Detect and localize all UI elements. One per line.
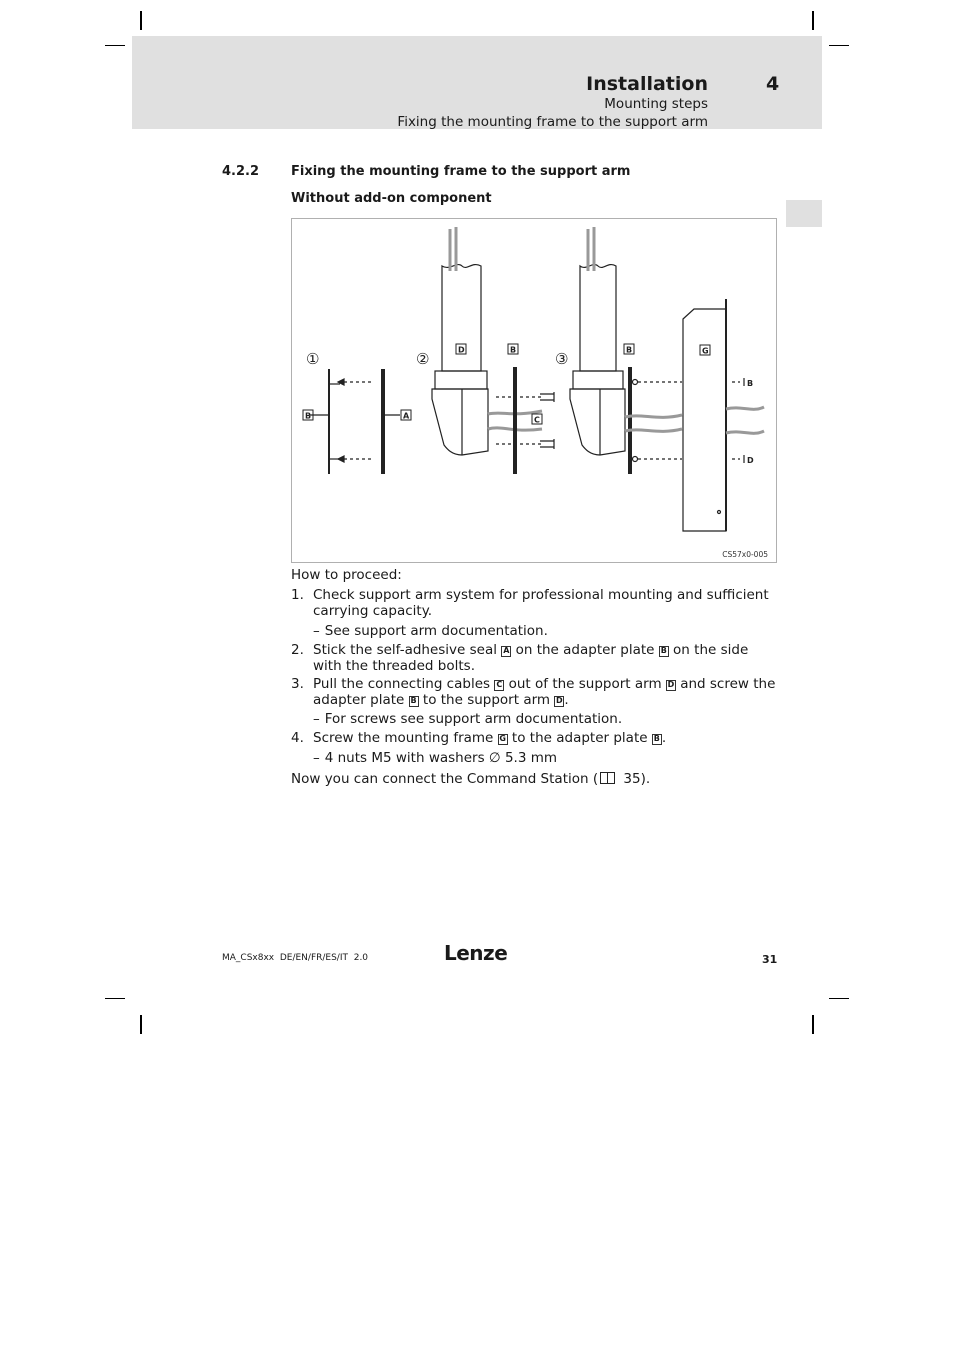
label-d: D [556, 696, 563, 705]
page-title: Installation [586, 73, 708, 95]
label-c: C [494, 680, 504, 691]
step-note: – 4 nuts M5 with washers ∅ 5.3 mm [313, 750, 557, 766]
chapter-number: 4 [766, 73, 780, 95]
page-number: 31 [762, 953, 778, 966]
label-d: D [747, 456, 754, 465]
label-a: A [503, 646, 510, 655]
crop-mark [829, 45, 849, 46]
step-marker-2: ② [416, 350, 430, 368]
label-b: B [747, 379, 754, 388]
step-number: 4. [291, 730, 304, 746]
step-number: 3. [291, 676, 304, 692]
step-text: Screw the mounting frame G to the adapter plate B . [313, 730, 667, 746]
crop-mark [812, 11, 814, 30]
label-b: B [305, 411, 312, 421]
mounting-drawing [292, 219, 778, 564]
step-text: Pull the connecting cables C out of the support arm D and screw the adapter plate B to the support arm D . [313, 676, 776, 708]
section-title: Fixing the mounting frame to the support arm [291, 164, 631, 179]
step-number: 1. [291, 587, 304, 603]
label-b: B [626, 345, 633, 355]
crop-mark [140, 1015, 142, 1034]
mounting-diagram [291, 218, 777, 563]
intro-text: How to proceed: [291, 567, 402, 583]
header-subtitle: Fixing the mounting frame to the support arm [397, 114, 708, 130]
subsection-title: Without add-on component [291, 191, 492, 206]
crop-mark [105, 45, 125, 46]
label-b: B [410, 696, 417, 705]
header-subtitle: Mounting steps [604, 96, 708, 112]
label-g: G [702, 346, 709, 356]
step-text: Stick the self-adhesive seal A on the adapter plate B on the side with the threaded bolts. [313, 642, 749, 674]
book-icon [600, 772, 615, 784]
figure-id: CS57x0-005 [722, 550, 768, 559]
label-d: D [458, 345, 465, 355]
lenze-logo: Lenze [444, 941, 508, 965]
label-a: A [403, 411, 410, 421]
step-text: Check support arm system for professional mounting and sufficient carrying capacity. [313, 587, 769, 619]
step-note: – For screws see support arm documentation. [313, 711, 622, 727]
crop-mark [105, 998, 125, 999]
document-id: MA_CSx8xx DE/EN/FR/ES/IT 2.0 [222, 953, 369, 963]
label-c: C [534, 415, 540, 425]
label-b: B [653, 734, 660, 743]
step-marker-1: ① [306, 350, 320, 368]
label-b: B [510, 345, 517, 355]
step-marker-3: ③ [555, 350, 569, 368]
outro-text: Now you can connect the Command Station ( 35). [291, 771, 651, 787]
crop-mark [140, 11, 142, 30]
step-note: – See support arm documentation. [313, 623, 548, 639]
crop-mark [812, 1015, 814, 1034]
page-reference[interactable]: 35 [623, 771, 641, 787]
label-g: G [499, 734, 506, 743]
section-number: 4.2.2 [222, 164, 260, 179]
label-b: B [660, 646, 667, 655]
chapter-tab [786, 200, 822, 227]
step-number: 2. [291, 642, 304, 658]
label-d: D [667, 680, 675, 689]
crop-mark [829, 998, 849, 999]
